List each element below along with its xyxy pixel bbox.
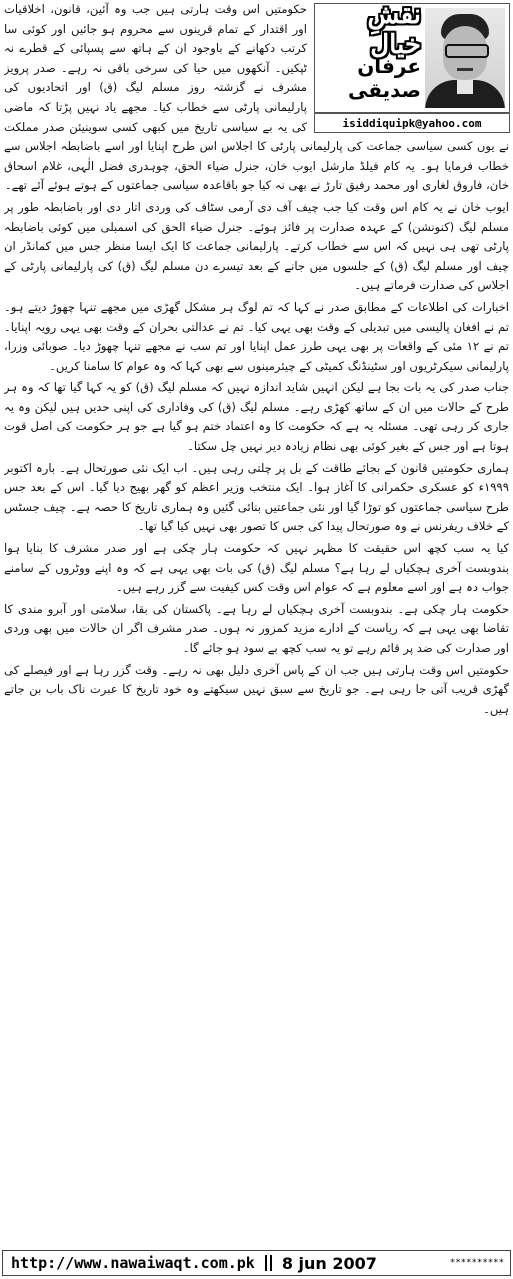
author-photo (425, 8, 505, 108)
author-name-text: عرفان صدیقی (347, 54, 421, 102)
footer-stars: ********** (449, 1258, 504, 1268)
column-title-text: نقشِ خیال (367, 0, 421, 60)
article-paragraph: کیا یہ سب کچھ اس حقیقت کا مظہر نہیں کہ حکومت ہار چکی ہے اور صدر مشرف کا بنایا ہوا بندوبست آخری ہچکیاں لے رہا ہے؟ مسلم لیگ (ق) کی بات بھی یہی ہے کہ وہ اپنے ووٹروں کے سامنے جواب دہ ہے اور اسے معلوم ہے کہ عوام اس وقت کس کیفیت سے گزر رہے ہیں۔ (4, 541, 509, 595)
column-masthead (313, 0, 513, 133)
article-paragraph: حکومتیں اس وقت ہارتی ہیں جب وہ آئین، قانون، اخلاقیات اور اقتدار کے تمام قرینوں سے محروم ہو جائیں اور کوئی سا کرتب دکھانے کے باوجود ان کے ہاتھ سے پسپائی کے قطرے نہ ٹپکیں۔ آنکھوں میں حیا کی سرخی باقی نہ رہے۔ صدر پرویز مشرف نے گزشتہ روز مسلم لیگ (ق) اور اتحادیوں کی پارلیمانی پارٹی سے خطاب کیا۔ مجھے یاد نہیں پڑتا کہ ماضی کی یہ بے سیاسی تاریخ میں کبھی کسی سوینیئن صدر مملکت نے یوں کسی سیاسی جماعت کی پارلیمانی پارٹی کا اجلاس اس طرح اپنایا اور اسے باضابطہ اجلاس سے خطاب فرمایا ہو۔ یہ کام فیلڈ مارشل ایوب خان، جنرل ضیاء الحق، چوہدری فضل الٰہی، غلام اسحاق خان، فاروق لغاری اور محمد رفیق تارڑ نے بھی نہ کیا جو باقاعدہ سیاسی جماعتوں کے ہوتے ہوئے آئے تھے۔ (4, 2, 509, 193)
article-paragraph: حکومت ہار چکی ہے۔ بندوبست آخری ہچکیاں لے رہا ہے۔ پاکستان کی بقا، سلامتی اور آبرو مندی کا تقاضا بھی یہی ہے کہ ریاست کے ادارے مزید کمزور نہ ہوں۔ صدر مشرف اگر ان حالات میں بھی وردی اور صدارت کی ضد پر قائم رہے تو یہ سب کچھ بے سود ہو جائے گا۔ (4, 601, 509, 655)
masthead-box (314, 0, 510, 113)
page-footer (2, 1250, 511, 1276)
article-paragraph: اخبارات کی اطلاعات کے مطابق صدر نے کہا کہ تم لوگ ہر مشکل گھڑی میں مجھے تنہا چھوڑ دیتے ہو۔ تم نے افغان پالیسی میں تبدیلی کے وقت بھی یہی کیا۔ تم نے عدالتی بحران کے وقت بھی یہی رویہ اپنایا۔ تم نے ۱۲ مئی کے واقعات پر بھی یہی طرز عمل اپنایا اور تم سب نے مجھے تنہا چھوڑ دیا۔ صوبائی وزرا، پارلیمانی سیکرٹریوں اور سٹینڈنگ کمیٹی کے چیئرمینوں سے بھی کہا کہ وہ عوام کا سامنا کریں۔ (4, 299, 509, 373)
article-paragraph: جناب صدر کی یہ بات بجا ہے لیکن انہیں شاید اندازہ نہیں کہ مسلم لیگ (ق) کو یہ کہا گیا تھا کہ وہ ہر طرح کے حالات میں ان کے ساتھ کھڑی رہے۔ مسلم لیگ (ق) کی وفاداری کی اپنی حدیں ہیں لیکن وہ یہ جاری کر رہی تھی۔ مسئلہ یہ ہے کہ حکومت کا وہ اعتماد ختم ہو گیا ہے جو ہر حکومت کی اصل قوت ہوتا ہے اور جس کے بغیر کوئی بھی نظام زیادہ دیر نہیں چل سکتا۔ (4, 380, 509, 454)
footer-separator (265, 1255, 272, 1271)
author-email (314, 113, 510, 133)
article-body (4, 0, 509, 1249)
publish-date: 8 jun 2007 (281, 1253, 377, 1273)
article-paragraph: ایوب خان نے یہ کام اس وقت کیا جب چیف آف دی آرمی سٹاف کی وردی اتار دی اور باضابطہ طور پر مسلم لیگ (کنونشن) کے عہدہ صدارت پر فائز ہوئے۔ جنرل ضیاء الحق کی اسمبلی میں کوئی باضابطہ پارٹی تھی ہی نہیں کہ اس سے خطاب کرتے۔ پارلیمانی جماعت کا ایک ایسا منظر جس میں کمانڈر ان چیف اور مسلم لیگ (ق) کے جلسوں میں جانے کے بعد تیسرے دن مسلم لیگ (ق) کی پارلیمانی پارٹی کے اجلاس کی صدارت فرماتے ہیں۔ (4, 199, 509, 293)
author-email-text: isiddiquipk@yahoo.com (342, 116, 482, 130)
article-paragraph: ہماری حکومتیں قانون کے بجائے طاقت کے بل پر چلتی رہی ہیں۔ اب ایک نئی صورتحال ہے۔ بارہ اکتوبر ۱۹۹۹ء کو عسکری حکمرانی کا آغاز ہوا۔ ایک منتخب وزیر اعظم کو گھر بھیج دیا گیا۔ اس کے بعد جس طرح سیاسی جماعتوں کو توڑا گیا اور نئی جماعتیں بنائی گئیں وہ ہماری تاریخ کا حصہ ہے۔ چیف جسٹس کے خلاف ریفرنس نے وہ صورتحال پیدا کی جس کا تصور بھی نہیں کیا گیا تھا۔ (4, 460, 509, 534)
source-url: http://www.nawaiwaqt.com.pk (11, 1254, 255, 1272)
column-title (319, 0, 421, 60)
author-name (319, 54, 421, 102)
article-paragraph: حکومتیں اس وقت ہارتی ہیں جب ان کے پاس آخری دلیل بھی نہ رہے۔ وقت گزر رہا ہے اور فیصلے کی گھڑی قریب آتی جا رہی ہے۔ جو تاریخ سے سبق نہیں سیکھتے وہ خود تاریخ کا عبرت ناک باب بن جاتے ہیں۔ (4, 662, 509, 716)
